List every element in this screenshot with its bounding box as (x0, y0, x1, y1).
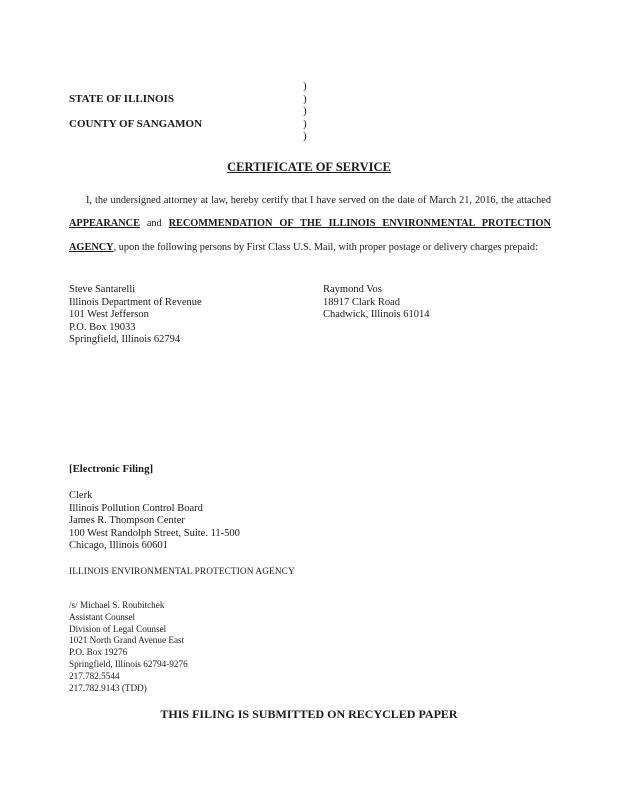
clerk-address (69, 490, 240, 553)
paragraph-and: and (139, 218, 169, 230)
paren: ) (303, 105, 307, 117)
address-line: Chicago, Illinois 60601 (69, 540, 168, 552)
address-line: Raymond Vos (323, 284, 382, 295)
paren: ) (303, 117, 307, 130)
signature-block (69, 600, 188, 694)
paragraph-intro: I, the undersigned attorney at law, hereby certify that I have served on the date of March 21, 2016, the attached (86, 195, 551, 206)
address-line: 100 West Randolph Street, Suite. 11-500 (69, 527, 240, 539)
signature-line: /s/ Michael S. Roubitchek (69, 600, 165, 610)
recycled-paper-notice: THIS FILING IS SUBMITTED ON RECYCLED PAPER (160, 707, 458, 721)
address-line: P.O. Box 19033 (69, 321, 136, 333)
paren: ) (303, 130, 307, 142)
signature-line: 1021 North Grand Avenue East (69, 635, 185, 646)
address-line: 101 West Jefferson (69, 309, 149, 321)
signature-line: Springfield, Illinois 62794-9276 (69, 658, 188, 669)
signature-line: 217.782.5544 (69, 670, 120, 681)
address-line: James R. Thompson Center (69, 515, 185, 527)
document-appearance: APPEARANCE (69, 218, 140, 230)
address-line: Chadwick, Illinois 61014 (323, 309, 430, 321)
paren: ) (303, 92, 307, 105)
document-recommendation: RECOMMENDATION OF THE ILLINOIS ENVIRONMENTAL PROTECTION AGENCY (69, 218, 551, 253)
recipient-address-1 (69, 284, 202, 347)
caption-county: COUNTY OF SANGAMON (69, 118, 203, 130)
agency-name: ILLINOIS ENVIRONMENTAL PROTECTION AGENCY (69, 567, 295, 577)
electronic-filing-label: [Electronic Filing] (69, 463, 154, 475)
address-line: 18917 Clark Road (323, 296, 400, 308)
signature-line: Division of Legal Counsel (69, 623, 167, 634)
signature-line: P.O. Box 19276 (69, 647, 128, 658)
signature-line: 217.782.9143 (TDD) (69, 682, 147, 693)
address-line: Illinois Pollution Control Board (69, 502, 203, 514)
address-line: Steve Santarelli (69, 284, 136, 295)
recipient-address-2 (323, 284, 429, 322)
caption-state: STATE OF ILLINOIS (69, 93, 174, 105)
document-title: CERTIFICATE OF SERVICE (227, 160, 391, 174)
paren: ) (303, 80, 307, 92)
signature-line: Assistant Counsel (69, 611, 136, 622)
address-line: Springfield, Illinois 62794 (69, 334, 181, 346)
address-line: Illinois Department of Revenue (69, 296, 202, 308)
certification-paragraph (69, 189, 551, 259)
address-line: Clerk (69, 490, 93, 501)
paragraph-outro: , upon the following persons by First Class U.S. Mail, with proper postage or delivery charges prepaid: (113, 241, 538, 253)
caption-parentheses (303, 80, 307, 143)
